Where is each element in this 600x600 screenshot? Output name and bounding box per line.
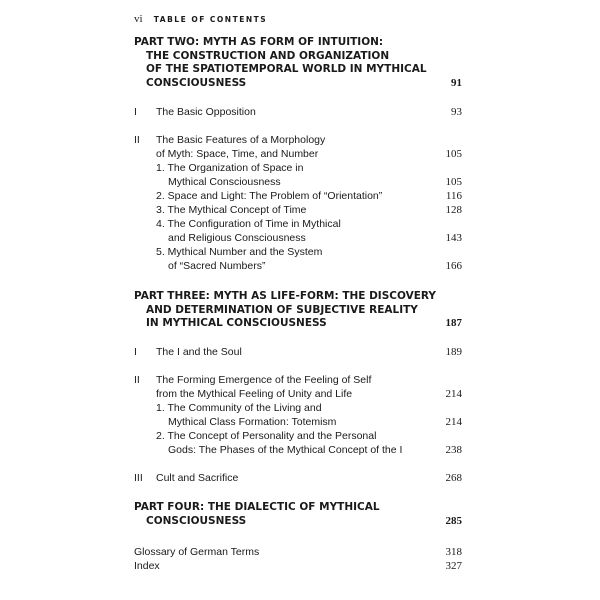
part-two-line-1: PART TWO: MYTH AS FORM OF INTUITION: xyxy=(134,36,384,48)
header-page-number: vi xyxy=(134,13,143,25)
chapter-title: Cult and Sacrifice xyxy=(156,472,239,484)
part-two-page: 91 xyxy=(451,76,462,89)
section-title-line-2: Gods: The Phases of the Mythical Concept of the I xyxy=(168,443,403,456)
chapter-title: The Basic Opposition xyxy=(156,106,256,118)
part-two-line-4: CONSCIOUSNESS xyxy=(146,76,247,89)
chapter-roman: II xyxy=(134,134,140,146)
chapter-page: 214 xyxy=(445,387,462,400)
index-label: Index xyxy=(134,560,160,572)
chapter-title-line-2: from the Mythical Feeling of Unity and Life xyxy=(156,387,353,400)
chapter-page: 93 xyxy=(451,106,462,118)
part-three-line-1: PART THREE: MYTH AS LIFE-FORM: THE DISCOVERY xyxy=(134,290,437,302)
part-three-heading[interactable] xyxy=(134,290,462,331)
glossary-page: 318 xyxy=(445,546,462,558)
part-four-heading[interactable] xyxy=(134,501,462,528)
part-three-line-3: IN MYTHICAL CONSCIOUSNESS xyxy=(146,317,327,329)
section-title: 2. Space and Light: The Problem of “Orientation” xyxy=(156,190,383,202)
section-title-line-1: 5. Mythical Number and the System xyxy=(156,246,323,258)
chapter-title-line-1: The Forming Emergence of the Feeling of Self xyxy=(156,374,372,386)
part-three-chapter-3[interactable] xyxy=(134,472,462,486)
chapter-roman: I xyxy=(134,106,137,118)
part-two-line-2: THE CONSTRUCTION AND ORGANIZATION xyxy=(146,49,390,62)
part-three-page: 187 xyxy=(445,317,462,329)
part-four-line-1: PART FOUR: THE DIALECTIC OF MYTHICAL xyxy=(134,501,380,513)
section-entry[interactable] xyxy=(156,204,462,218)
section-page: 166 xyxy=(445,259,462,272)
part-three-line-2: AND DETERMINATION OF SUBJECTIVE REALITY xyxy=(146,303,418,316)
chapter-title-line-2: of Myth: Space, Time, and Number xyxy=(156,147,319,160)
section-title-line-2: and Religious Consciousness xyxy=(168,231,306,244)
part-two-chapter-1[interactable] xyxy=(134,106,462,120)
section-page: 214 xyxy=(445,415,462,428)
section-title-line-1: 1. The Community of the Living and xyxy=(156,402,322,414)
section-page: 105 xyxy=(445,175,462,188)
part-four-page: 285 xyxy=(445,514,462,527)
part-two-chapter-2[interactable] xyxy=(134,134,462,161)
section-entry[interactable] xyxy=(156,402,462,429)
index-entry[interactable] xyxy=(134,560,462,574)
section-page: 238 xyxy=(445,443,462,456)
section-entry[interactable] xyxy=(156,190,462,204)
section-title-line-2: Mythical Class Formation: Totemism xyxy=(168,415,337,428)
chapter-roman: I xyxy=(134,346,137,358)
section-title-line-1: 4. The Configuration of Time in Mythical xyxy=(156,218,341,230)
section-entry[interactable] xyxy=(156,218,462,245)
section-title-line-1: 2. The Concept of Personality and the Personal xyxy=(156,430,377,442)
running-header xyxy=(134,13,267,25)
part-two-line-3: OF THE SPATIOTEMPORAL WORLD IN MYTHICAL xyxy=(146,63,427,75)
index-page: 327 xyxy=(445,560,462,572)
section-title: 3. The Mythical Concept of Time xyxy=(156,204,307,216)
part-two-heading[interactable] xyxy=(134,36,462,90)
section-page: 143 xyxy=(445,231,462,244)
part-three-chapter-1[interactable] xyxy=(134,346,462,360)
part-four-line-2: CONSCIOUSNESS xyxy=(146,514,247,527)
chapter-page: 189 xyxy=(445,346,462,358)
section-page: 128 xyxy=(445,204,462,216)
chapter-title-line-1: The Basic Features of a Morphology xyxy=(156,134,326,146)
section-title-line-2: of “Sacred Numbers” xyxy=(168,259,266,272)
section-page: 116 xyxy=(445,190,462,202)
header-title: TABLE OF CONTENTS xyxy=(153,15,268,24)
section-entry[interactable] xyxy=(156,430,462,457)
chapter-title: The I and the Soul xyxy=(156,346,242,358)
glossary-label: Glossary of German Terms xyxy=(134,546,260,558)
glossary-entry[interactable] xyxy=(134,546,462,560)
chapter-page: 105 xyxy=(445,147,462,160)
section-entry[interactable] xyxy=(156,246,462,273)
chapter-roman: II xyxy=(134,374,140,386)
section-title-line-1: 1. The Organization of Space in xyxy=(156,162,304,174)
chapter-page: 268 xyxy=(445,472,462,484)
chapter-roman: III xyxy=(134,472,143,484)
section-entry[interactable] xyxy=(156,162,462,189)
part-three-chapter-2[interactable] xyxy=(134,374,462,401)
section-title-line-2: Mythical Consciousness xyxy=(168,175,281,188)
